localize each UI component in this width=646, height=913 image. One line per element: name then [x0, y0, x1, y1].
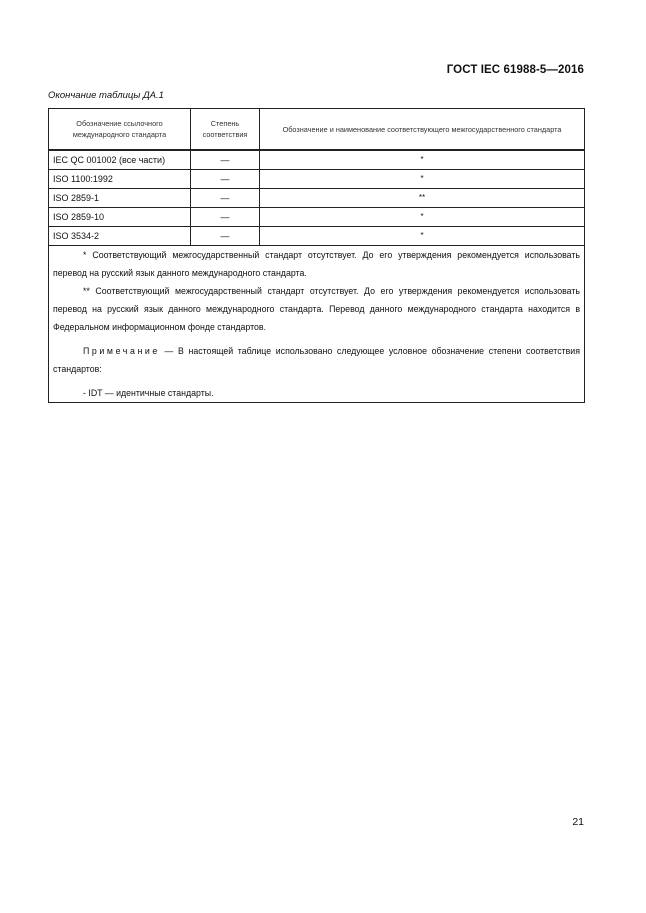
page-number: 21 — [572, 816, 584, 828]
note-bullet: - IDT — идентичные стандарты. — [83, 388, 214, 398]
footnotes-row — [49, 246, 585, 403]
header-conformity: Степень соответствия — [191, 109, 260, 151]
table-row — [49, 189, 585, 208]
cell-conformity: — — [191, 227, 260, 246]
table-caption: Окончание таблицы ДА.1 — [48, 90, 164, 101]
cell-interstate: * — [260, 208, 585, 227]
cell-standard: ISO 2859-10 — [49, 208, 191, 227]
table-note — [53, 342, 580, 378]
footnotes-cell — [49, 246, 585, 403]
cell-standard: ISO 2859-1 — [49, 189, 191, 208]
header-interstate-standard: Обозначение и наименование соответствующего межгосударственного стандарта — [260, 109, 585, 151]
cell-conformity: — — [191, 150, 260, 170]
cell-conformity: — — [191, 170, 260, 189]
cell-conformity: — — [191, 189, 260, 208]
cell-standard: ISO 3534-2 — [49, 227, 191, 246]
cell-standard: ISO 1100:1992 — [49, 170, 191, 189]
cell-interstate: ** — [260, 189, 585, 208]
header-ref-standard: Обозначение ссылочного международного стандарта — [49, 109, 191, 151]
table-row — [49, 170, 585, 189]
table-header-row — [49, 109, 585, 151]
cell-standard: IEC QC 001002 (все части) — [49, 150, 191, 170]
table-row — [49, 208, 585, 227]
cell-interstate: * — [260, 150, 585, 170]
table-row — [49, 227, 585, 246]
footnote-1: * Соответствующий межгосударственный стандарт отсутствует. До его утверждения рекомендуется использовать перевод на русский язык данного международного стандарта. — [53, 250, 580, 278]
table-row — [49, 150, 585, 170]
cell-interstate: * — [260, 170, 585, 189]
cell-interstate: * — [260, 227, 585, 246]
cell-conformity: — — [191, 208, 260, 227]
note-label: Примечание — [83, 346, 160, 356]
note-text: — В настоящей таблице использовано следующее условное обозначение степени соответствия стандартов: — [53, 346, 580, 374]
reference-table — [48, 108, 585, 403]
document-code: ГОСТ IEC 61988-5—2016 — [446, 64, 584, 76]
footnote-2: ** Соответствующий межгосударственный стандарт отсутствует. До его утверждения рекомендуется использовать перевод на русский язык данного международного стандарта. Перевод данного международного стандарта находится в Федеральном информационном фонде стандартов. — [53, 286, 580, 332]
